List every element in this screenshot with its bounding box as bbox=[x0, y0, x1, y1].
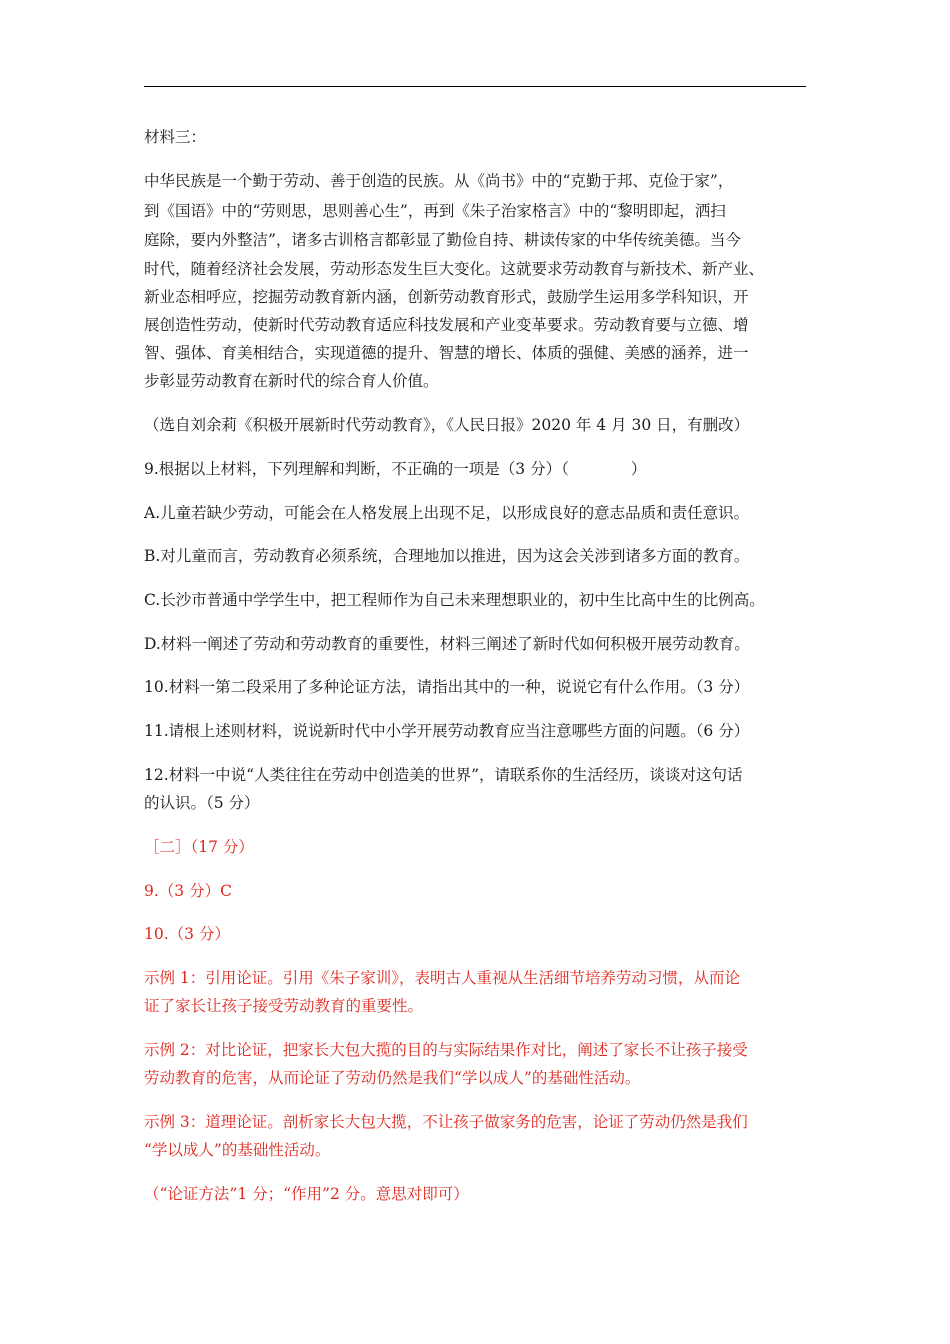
passage-line: 步彰显劳动教育在新时代的综合育人价值。 bbox=[144, 372, 439, 390]
example-1-line: 证了家长让孩子接受劳动教育的重要性。 bbox=[144, 997, 424, 1015]
source-citation: （选自刘余莉《积极开展新时代劳动教育》，《人民日报》2020 年 4 月 30 日，有删改） bbox=[144, 416, 750, 434]
question-10: 10.材料一第二段采用了多种论证方法，请指出其中的一种，说说它有什么作用。（3 分） bbox=[144, 678, 750, 696]
passage-line: 展创造性劳动，使新时代劳动教育适应科技发展和产业变革要求。劳动教育要与立德、增 bbox=[144, 316, 749, 334]
header-rule bbox=[144, 86, 806, 87]
passage-line: 新业态相呼应，挖掘劳动教育新内涵，创新劳动教育形式，鼓励学生运用多学科知识，开 bbox=[144, 288, 749, 306]
example-2-line: 示例 2：对比论证，把家长大包大揽的目的与实际结果作对比，阐述了家长不让孩子接受 bbox=[144, 1041, 748, 1059]
scoring-note: （“论证方法”1 分；“作用”2 分。意思对即可） bbox=[144, 1185, 469, 1203]
option-d: D.材料一阐述了劳动和劳动教育的重要性，材料三阐述了新时代如何积极开展劳动教育。 bbox=[144, 635, 750, 653]
example-1-line: 示例 1：引用论证。引用《朱子家训》，表明古人重视从生活细节培养劳动习惯，从而论 bbox=[144, 969, 741, 987]
option-c: C.长沙市普通中学学生中，把工程师作为自己未来理想职业的，初中生比高中生的比例高。 bbox=[144, 591, 765, 609]
question-12-line: 12.材料一中说“人类往往在劳动中创造美的世界”，请联系你的生活经历，谈谈对这句话 bbox=[144, 766, 743, 784]
passage-line: 智、强体、育美相结合，实现道德的提升、智慧的增长、体质的强健、美感的涵养，进一 bbox=[144, 344, 749, 362]
answer-9: 9.（3 分）C bbox=[144, 882, 232, 900]
example-3-line: “学以成人”的基础性活动。 bbox=[144, 1141, 331, 1159]
answer-section-heading: ［二］（17 分） bbox=[144, 838, 254, 856]
example-3-line: 示例 3：道理论证。剖析家长大包大揽，不让孩子做家务的危害，论证了劳动仍然是我们 bbox=[144, 1113, 748, 1131]
passage-line: 庭除，要内外整洁”，诸多古训格言都彰显了勤俭自持、耕读传家的中华传统美德。当今 bbox=[144, 231, 741, 249]
passage-line: 到《国语》中的“劳则思，思则善心生”，再到《朱子治家格言》中的“黎明即起，洒扫 bbox=[144, 202, 726, 220]
question-9-close: ） bbox=[630, 460, 647, 478]
answer-10: 10.（3 分） bbox=[144, 925, 230, 943]
passage-line: 时代，随着经济社会发展，劳动形态发生巨大变化。这就要求劳动教育与新技术、新产业、 bbox=[144, 260, 765, 278]
passage-line: 中华民族是一个勤于劳动、善于创造的民族。从《尚书》中的“克勤于邦、克俭于家”， bbox=[144, 172, 734, 190]
question-9 bbox=[144, 456, 808, 484]
question-12-line: 的认识。（5 分） bbox=[144, 794, 260, 812]
option-b: B.对儿童而言，劳动教育必须系统，合理地加以推进，因为这会关涉到诸多方面的教育。 bbox=[144, 547, 750, 565]
material-heading: 材料三： bbox=[144, 128, 207, 146]
question-11: 11.请根上述则材料，说说新时代中小学开展劳动教育应当注意哪些方面的问题。（6 分） bbox=[144, 722, 750, 740]
question-9-stem: 9.根据以上材料，下列理解和判断，不正确的一项是（3 分）（ bbox=[144, 460, 569, 478]
option-a: A.儿童若缺少劳动，可能会在人格发展上出现不足，以形成良好的意志品质和责任意识。 bbox=[144, 504, 750, 522]
example-2-line: 劳动教育的危害，从而论证了劳动仍然是我们“学以成人”的基础性活动。 bbox=[144, 1069, 641, 1087]
